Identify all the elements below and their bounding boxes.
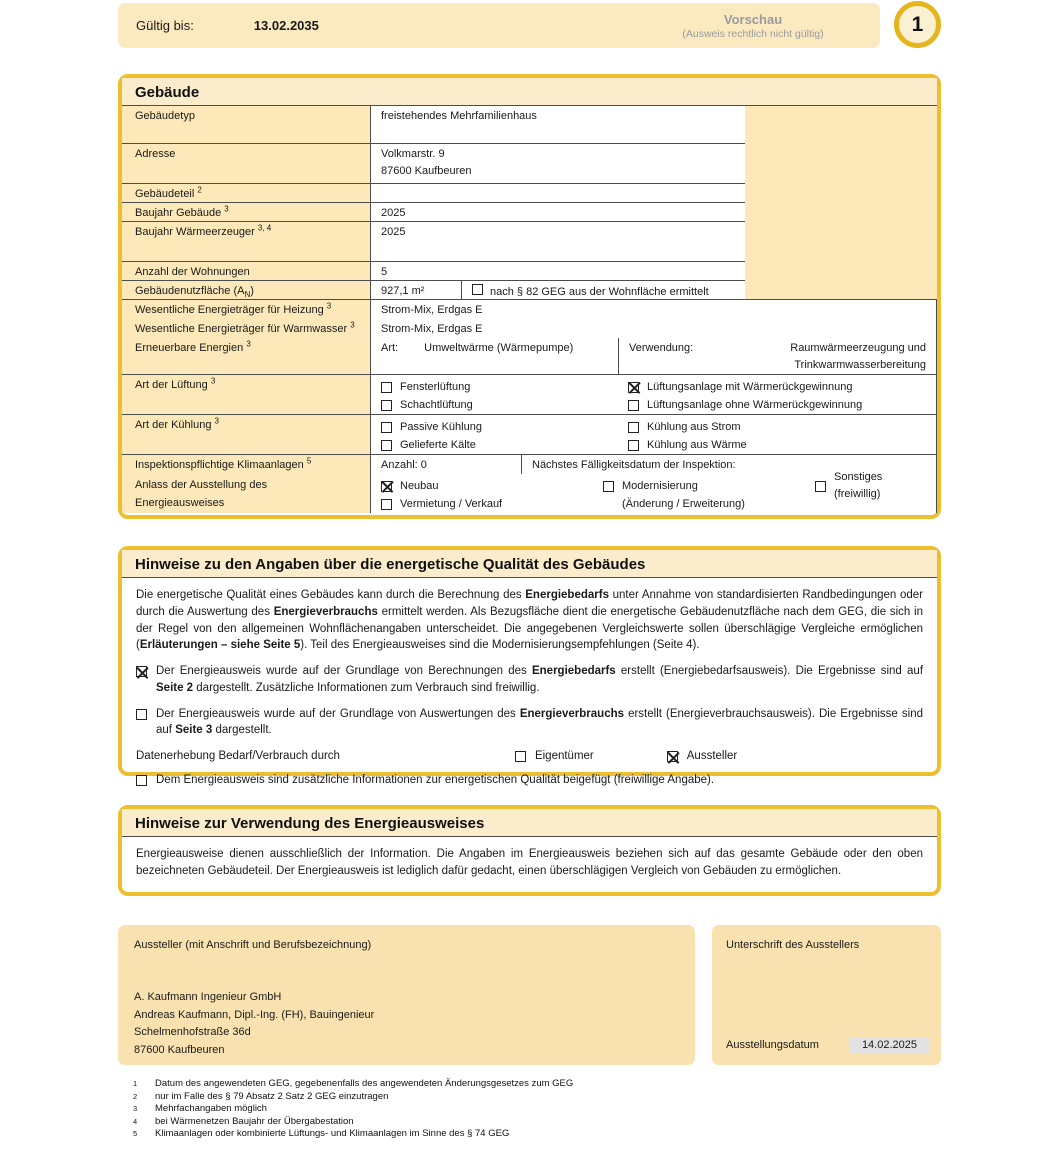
aussteller-address	[134, 989, 679, 1059]
warmwasser-value: Strom-Mix, Erdgas E	[370, 319, 937, 339]
hinweise-verwendung-title: Hinweise zur Verwendung des Energieausweises	[122, 809, 937, 837]
verwendung-value: Raumwärmeerzeugung und Trinkwarmwasserbereitung	[790, 342, 926, 371]
option-vermietung: Vermietung / Verkauf	[381, 496, 603, 512]
art-value: Umweltwärme (Wärmepumpe)	[424, 342, 574, 354]
page-number: 1	[911, 12, 924, 36]
adresse-line2: 87600 Kaufbeuren	[381, 165, 472, 177]
checkbox-gelieferte-kaelte[interactable]	[381, 440, 392, 451]
modernisierung-subtext: (Änderung / Erweiterung)	[622, 497, 745, 510]
baujahr-waermeerzeuger-value: 2025	[370, 222, 745, 262]
adresse-label: Adresse	[122, 144, 370, 184]
option-passive-kuehlung: Passive Kühlung	[381, 419, 628, 435]
preview-title: Vorschau	[723, 11, 783, 27]
baujahr-gebaeude-value: 2025	[370, 203, 745, 222]
option-lueftung-mit-wrg: Lüftungsanlage mit Wärmerückgewinnung	[628, 379, 928, 395]
gebaeude-table	[122, 106, 937, 513]
erneuerbare-value-row	[370, 338, 937, 375]
gueltig-bis-value: 13.02.2035	[253, 18, 319, 33]
aussteller-line: Schelmenhofstraße 36d	[134, 1026, 251, 1038]
klimaanlagen-label: Inspektionspflichtige Klimaanlagen $^5$	[122, 455, 370, 475]
aussteller-box-label: Aussteller (mit Anschrift und Berufsbezeichnung)	[134, 939, 372, 951]
checkbox-sonstiges[interactable]	[815, 481, 826, 492]
klimaanlagen-faelligkeit: Nächstes Fälligkeitsdatum der Inspektion:	[521, 455, 936, 474]
checkbox-fensterlueftung[interactable]	[381, 382, 392, 393]
verbrauch-item	[136, 706, 923, 740]
anlass-options	[370, 471, 937, 513]
aussteller-line: Andreas Kaufmann, Dipl.-Ing. (FH), Bauingenieur	[134, 1008, 375, 1021]
gebaeudeteil-label: Gebäudeteil $^2$	[122, 184, 370, 203]
option-modernisierung: Modernisierung	[603, 478, 815, 494]
footnote-5: 5 Klimaanlagen oder kombinierte Lüftungs- und Klimaanlagen im Sinne des § 74 GEG	[133, 1128, 510, 1139]
checkbox-passive-kuehlung[interactable]	[381, 422, 392, 433]
footnote-1: 1 Datum des angewendeten GEG, gegebenenfalls des angewendeten Änderungsgesetzes zum GEG	[133, 1078, 574, 1089]
option-schachtlueftung: Schachtlüftung	[381, 397, 628, 413]
baujahr-gebaeude-label: Baujahr Gebäude $^3$	[122, 203, 370, 222]
checkbox-kuehlung-strom[interactable]	[628, 422, 639, 433]
anzahl-wohnungen-value: 5	[370, 262, 745, 281]
checkbox-vermietung[interactable]	[381, 499, 392, 510]
footnote-4: 4 bei Wärmenetzen Baujahr der Übergabestation	[133, 1115, 354, 1127]
gebaeude-box	[118, 74, 941, 519]
aussteller-box	[118, 925, 695, 1065]
option-lueftung-ohne-wrg: Lüftungsanlage ohne Wärmerückgewinnung	[628, 397, 928, 413]
kuehlung-label: Art der Kühlung $^3$	[122, 415, 370, 455]
bedarf-item	[136, 663, 923, 697]
checkbox-zusatzinfo[interactable]	[136, 775, 147, 786]
preview-subtitle: (Ausweis rechtlich nicht gültig)	[682, 27, 824, 40]
anzahl-wohnungen-label: Anzahl der Wohnungen	[122, 262, 370, 281]
zusatz-item	[136, 772, 923, 789]
preview-notice	[588, 3, 918, 48]
hinweise-qualitaet-title: Hinweise zu den Angaben über die energetische Qualität des Gebäudes	[122, 550, 937, 578]
kuehlung-options	[370, 415, 937, 455]
art-label: Art:	[381, 342, 399, 354]
checkbox-modernisierung[interactable]	[603, 481, 614, 492]
checkbox-kuehlung-waerme[interactable]	[628, 440, 639, 451]
footnote-2: 2 nur im Falle des § 79 Absatz 2 Satz 2 GEG einzutragen	[133, 1090, 389, 1102]
footnotes	[133, 1078, 573, 1141]
baujahr-waermeerzeuger-label: Baujahr Wärmeerzeuger $^{3, 4}$	[122, 222, 370, 262]
adresse-line1: Volkmarstr. 9	[381, 148, 445, 160]
gueltig-bis-label: Gültig bis:	[136, 18, 194, 33]
hinweise-qualitaet-content	[122, 578, 937, 797]
gebaeude-title: Gebäude	[122, 78, 937, 106]
option-gelieferte-kaelte: Gelieferte Kälte	[381, 437, 628, 453]
erneuerbare-verwendung	[618, 338, 936, 374]
erneuerbare-art	[371, 338, 618, 374]
option-kuehlung-strom: Kühlung aus Strom	[628, 419, 928, 435]
hinweise-verwendung-text: Energieausweise dienen ausschließlich der Information. Die Angaben im Energieausweis beziehen sich auf das gesamte Gebäude oder den oben bezeichneten Gebäudeteil. Der Energieausweis ist lediglich dafür gedacht, einen überschlägigen Vergleich von Gebäuden zu ermöglichen.	[136, 848, 923, 877]
qualitaet-paragraph: Die energetische Qualität eines Gebäudes kann durch die Berechnung des Energiebedarfs unter Annahme von standardisierten Randbedingungen oder durch die Auswertung des Energieverbrauchs ermittelt werden. Als Bezugsfläche dient die energetische Gebäudenutzfläche nach dem GEG, die sich in der Regel von den allgemeinen Wohnflächenangaben unterscheidet. Die angegebenen Vergleichswerte sollen überschlägige Vergleiche ermöglichen (Erläuterungen – siehe Seite 5). Teil des Energieausweises sind die Modernisierungsempfehlungen (Seite 4).	[136, 589, 923, 652]
nutzflaeche-option	[461, 281, 745, 301]
ausstellungsdatum-field: 14.02.2025	[850, 1037, 929, 1053]
aussteller-line: A. Kaufmann Ingenieur GmbH	[134, 991, 282, 1003]
checkbox-lueftung-ohne-wrg[interactable]	[628, 400, 639, 411]
warmwasser-label: Wesentliche Energieträger für Warmwasser $^3$	[122, 319, 370, 339]
aussteller-line: 87600 Kaufbeuren	[134, 1043, 225, 1056]
checkbox-aussteller[interactable]	[667, 751, 678, 762]
nutzflaeche-option-label: nach § 82 GEG aus der Wohnfläche ermittelt	[490, 286, 709, 298]
anlass-label: Anlass der Ausstellung des Energieausweises	[122, 474, 370, 513]
checkbox-eigentuemer[interactable]	[515, 751, 526, 762]
lueftung-options	[370, 375, 937, 415]
page-number-badge	[894, 1, 941, 48]
lueftung-label: Art der Lüftung $^3$	[122, 375, 370, 415]
nutzflaeche-label: Gebäudenutzfläche $(A_N)$	[122, 281, 370, 300]
gebaeudeteil-value	[370, 184, 745, 203]
checkbox-neubau[interactable]	[381, 481, 392, 492]
ausstellungsdatum-row	[726, 1037, 929, 1053]
gebaeudetyp-value: freistehendes Mehrfamilienhaus	[370, 106, 745, 144]
datenerhebung-label: Datenerhebung Bedarf/Verbrauch durch	[136, 750, 340, 763]
datenerhebung-row	[136, 748, 923, 765]
checkbox-lueftung-mit-wrg[interactable]	[628, 382, 639, 393]
validity-band	[118, 3, 880, 48]
option-eigentuemer: Eigentümer	[515, 748, 594, 765]
heizung-label: Wesentliche Energieträger für Heizung $^3$	[122, 300, 370, 320]
adresse-value	[370, 144, 745, 184]
checkbox-energiebedarf[interactable]	[136, 666, 147, 677]
table-yellow-filler	[745, 106, 937, 300]
bedarf-item-text: Der Energieausweis wurde auf der Grundlage von Berechnungen des Energiebedarfs erstellt (Energiebedarfsausweis). Die Ergebnisse sind auf Seite 2 dargestellt. Zusätzliche Informationen zum Verbrauch sind freiwillig.	[156, 665, 924, 694]
checkbox-schachtlueftung[interactable]	[381, 400, 392, 411]
option-fensterlueftung: Fensterlüftung	[381, 379, 628, 395]
erneuerbare-label: Erneuerbare Energien $^3$	[122, 338, 370, 375]
checkbox-energieverbrauch[interactable]	[136, 709, 147, 720]
footnote-3: 3 Mehrfachangaben möglich	[133, 1103, 267, 1114]
hinweise-verwendung-box	[118, 805, 941, 896]
verwendung-label: Verwendung:	[629, 342, 694, 354]
unterschrift-box	[712, 925, 941, 1065]
klimaanlagen-anzahl: Anzahl: 0	[381, 459, 427, 471]
hinweise-qualitaet-box	[118, 546, 941, 787]
option-neubau: Neubau	[381, 478, 603, 494]
nutzflaeche-value-row	[370, 281, 745, 300]
verbrauch-item-text: Der Energieausweis wurde auf der Grundlage von Auswertungen des Energieverbrauchs erstellt (Energieverbrauchsausweis). Die Ergebnisse sind auf Seite 3 dargestellt.	[156, 707, 923, 737]
unterschrift-label: Unterschrift des Ausstellers	[726, 939, 860, 951]
option-aussteller: Aussteller	[667, 748, 738, 765]
gebaeudetyp-label: Gebäudetyp	[122, 106, 370, 144]
option-sonstiges: Sonstiges (freiwillig)	[815, 478, 928, 494]
nutzflaeche-value: 927,1 m²	[381, 285, 425, 297]
zusatz-item-text: Dem Energieausweis sind zusätzliche Informationen zur energetischen Qualität beigefügt (freiwillige Angabe).	[156, 774, 715, 787]
option-kuehlung-waerme: Kühlung aus Wärme	[628, 437, 928, 453]
checkbox-wohnflaeche-ermittelt[interactable]	[472, 284, 483, 295]
heizung-value: Strom-Mix, Erdgas E	[370, 300, 937, 320]
ausstellungsdatum-label: Ausstellungsdatum	[726, 1039, 819, 1051]
